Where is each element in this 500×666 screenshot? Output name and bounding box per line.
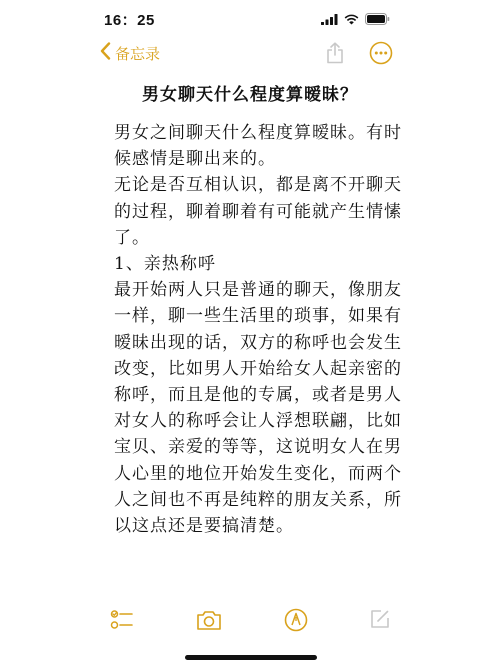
status-time: 16：25 bbox=[104, 12, 155, 29]
note-heading: 1、亲热称呼 bbox=[114, 254, 216, 275]
back-button-label: 备忘录 bbox=[115, 44, 161, 63]
pen-tip-icon bbox=[284, 617, 308, 636]
status-icons bbox=[321, 10, 390, 29]
checklist-icon bbox=[110, 617, 134, 636]
cellular-signal-icon bbox=[321, 10, 338, 29]
wifi-icon bbox=[344, 10, 359, 29]
bottom-toolbar bbox=[0, 606, 500, 638]
share-icon bbox=[326, 49, 344, 68]
nav-bar bbox=[0, 38, 500, 74]
markup-button[interactable] bbox=[284, 608, 308, 636]
status-bar bbox=[0, 0, 500, 36]
checklist-button[interactable] bbox=[110, 608, 134, 636]
more-button[interactable] bbox=[369, 41, 393, 69]
camera-icon bbox=[196, 617, 222, 636]
note-body[interactable] bbox=[114, 120, 404, 539]
note-paragraph: 最开始两人只是普通的聊天，像朋友一样，聊一些生活里的琐事，如果有暧昧出现的话，双方的称呼也会发生改变，比如男人开始给女人起亲密的称呼，而且是他的专属，或者是男人对女人的称呼会让人浮想联翩，比如宝贝、亲爱的等等，这说明女人在男人心里的地位开始发生变化，而两个人之间也不再是纯粹的朋友关系，所以这点还是要搞清楚。 bbox=[114, 280, 402, 537]
camera-button[interactable] bbox=[196, 608, 222, 636]
chevron-left-icon bbox=[100, 42, 115, 64]
battery-icon bbox=[365, 10, 390, 29]
more-ellipsis-icon bbox=[369, 50, 393, 69]
note-paragraph: 男女之间聊天什么程度算暧昧。有时候感情是聊出来的。 bbox=[114, 123, 402, 170]
back-button[interactable] bbox=[100, 42, 160, 64]
note-paragraph: 无论是否互相认识，都是离不开聊天的过程，聊着聊着有可能就产生情愫了。 bbox=[114, 175, 402, 248]
home-indicator[interactable] bbox=[185, 655, 317, 660]
new-note-button[interactable] bbox=[369, 608, 391, 634]
note-title: 男女聊天什么程度算暧昧？ bbox=[142, 85, 358, 105]
share-button[interactable] bbox=[326, 42, 344, 68]
compose-icon bbox=[369, 615, 391, 634]
